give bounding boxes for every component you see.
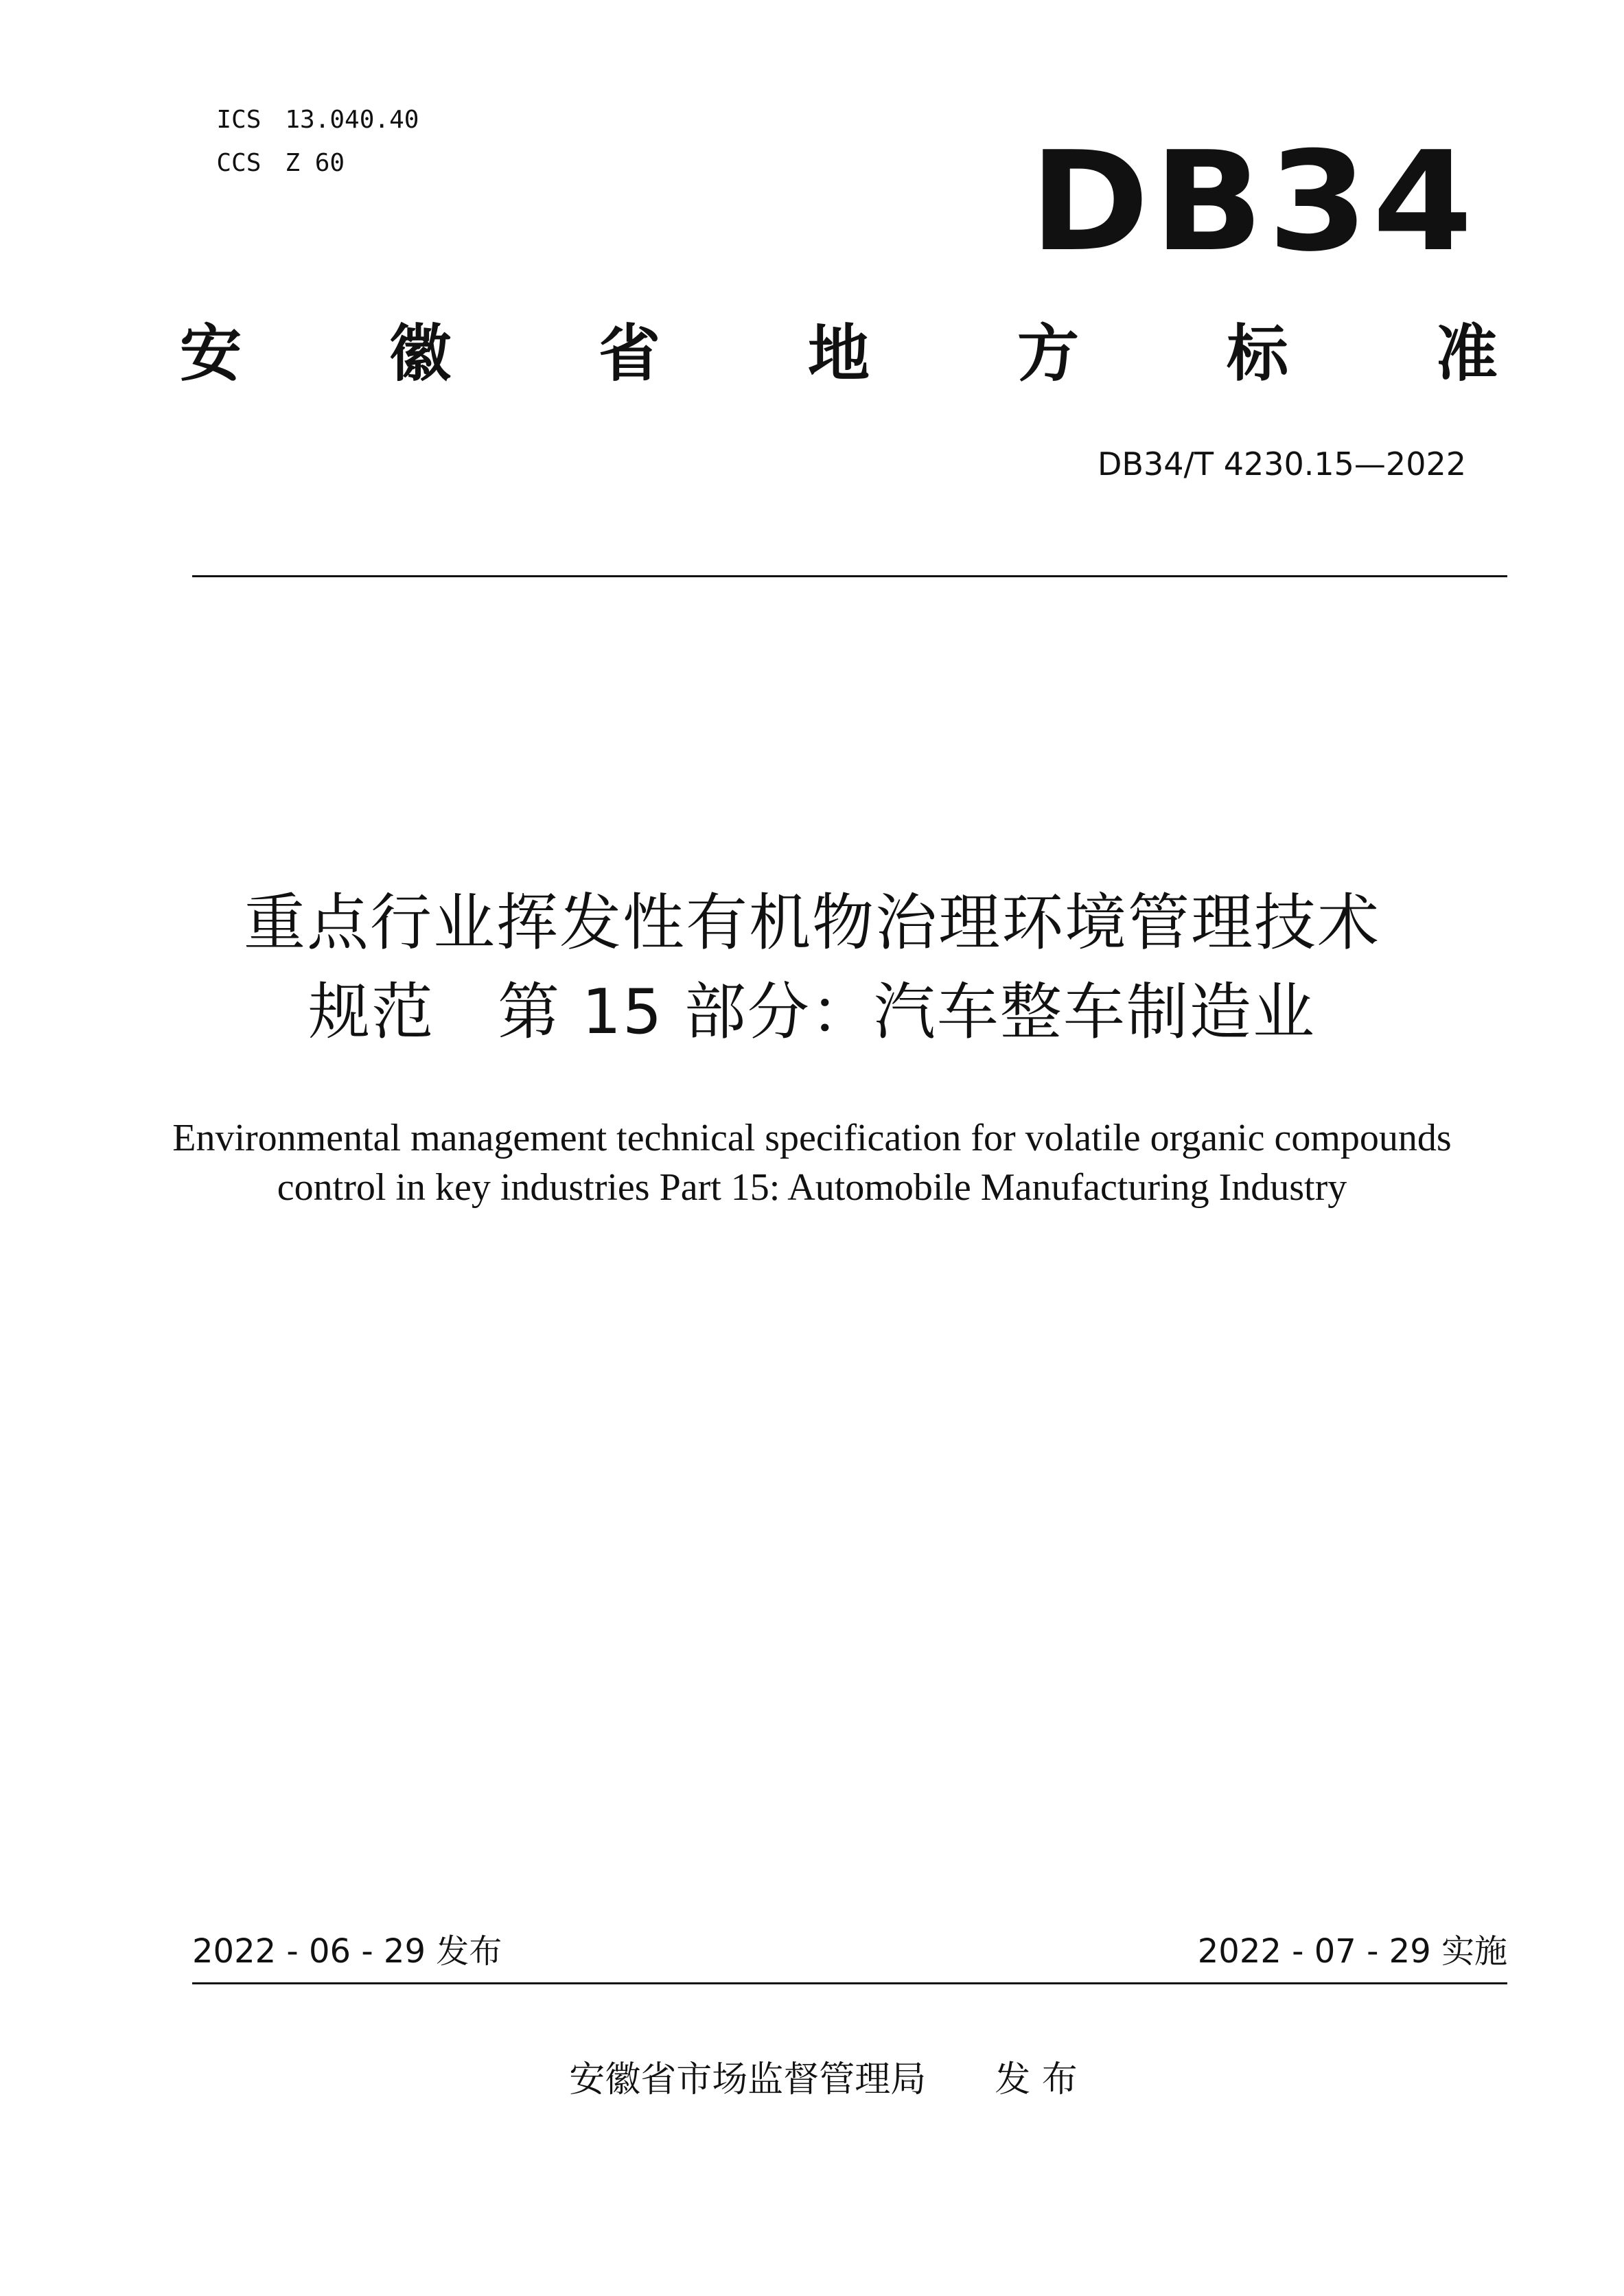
bottom-divider [192, 1982, 1507, 1984]
standard-type-char: 方 [1017, 317, 1079, 390]
ccs-value: Z 60 [285, 149, 345, 177]
publisher-authority: 安徽省市场监督管理局 [569, 2059, 927, 2100]
standard-type-char: 地 [808, 317, 870, 390]
standard-type-char: 安 [180, 317, 242, 390]
standard-type-char: 徽 [389, 317, 451, 390]
issue-date: 2022 - 06 - 29 发布 [192, 1932, 502, 1971]
publisher-action: 发 布 [995, 2059, 1078, 2100]
title-en-line-1: Environmental management technical specification for volatile organic compounds [172, 1117, 1452, 1159]
standard-type-char: 省 [599, 317, 660, 390]
title-en-line-2: control in key industries Part 15: Automobile Manufacturing Industry [277, 1166, 1347, 1209]
implementation-date: 2022 - 07 - 29 实施 [1197, 1932, 1507, 1971]
standard-type-char: 标 [1227, 317, 1288, 390]
publisher-line [0, 2018, 1624, 2100]
ics-label: ICS [216, 106, 262, 134]
standard-logo: DB34 [1030, 122, 1477, 282]
standard-type-heading [180, 316, 1498, 391]
standard-type-char: 准 [1436, 317, 1498, 390]
title-cn-line-2: 规范 第 15 部分：汽车整车制造业 [308, 976, 1316, 1048]
ccs-code [187, 122, 345, 177]
ccs-label: CCS [216, 149, 262, 177]
title-cn-line-1: 重点行业挥发性有机物治理环境管理技术 [244, 887, 1380, 959]
top-divider [192, 575, 1507, 577]
standard-number: DB34/T 4230.15—2022 [1097, 445, 1466, 483]
ics-value: 13.040.40 [285, 106, 419, 134]
